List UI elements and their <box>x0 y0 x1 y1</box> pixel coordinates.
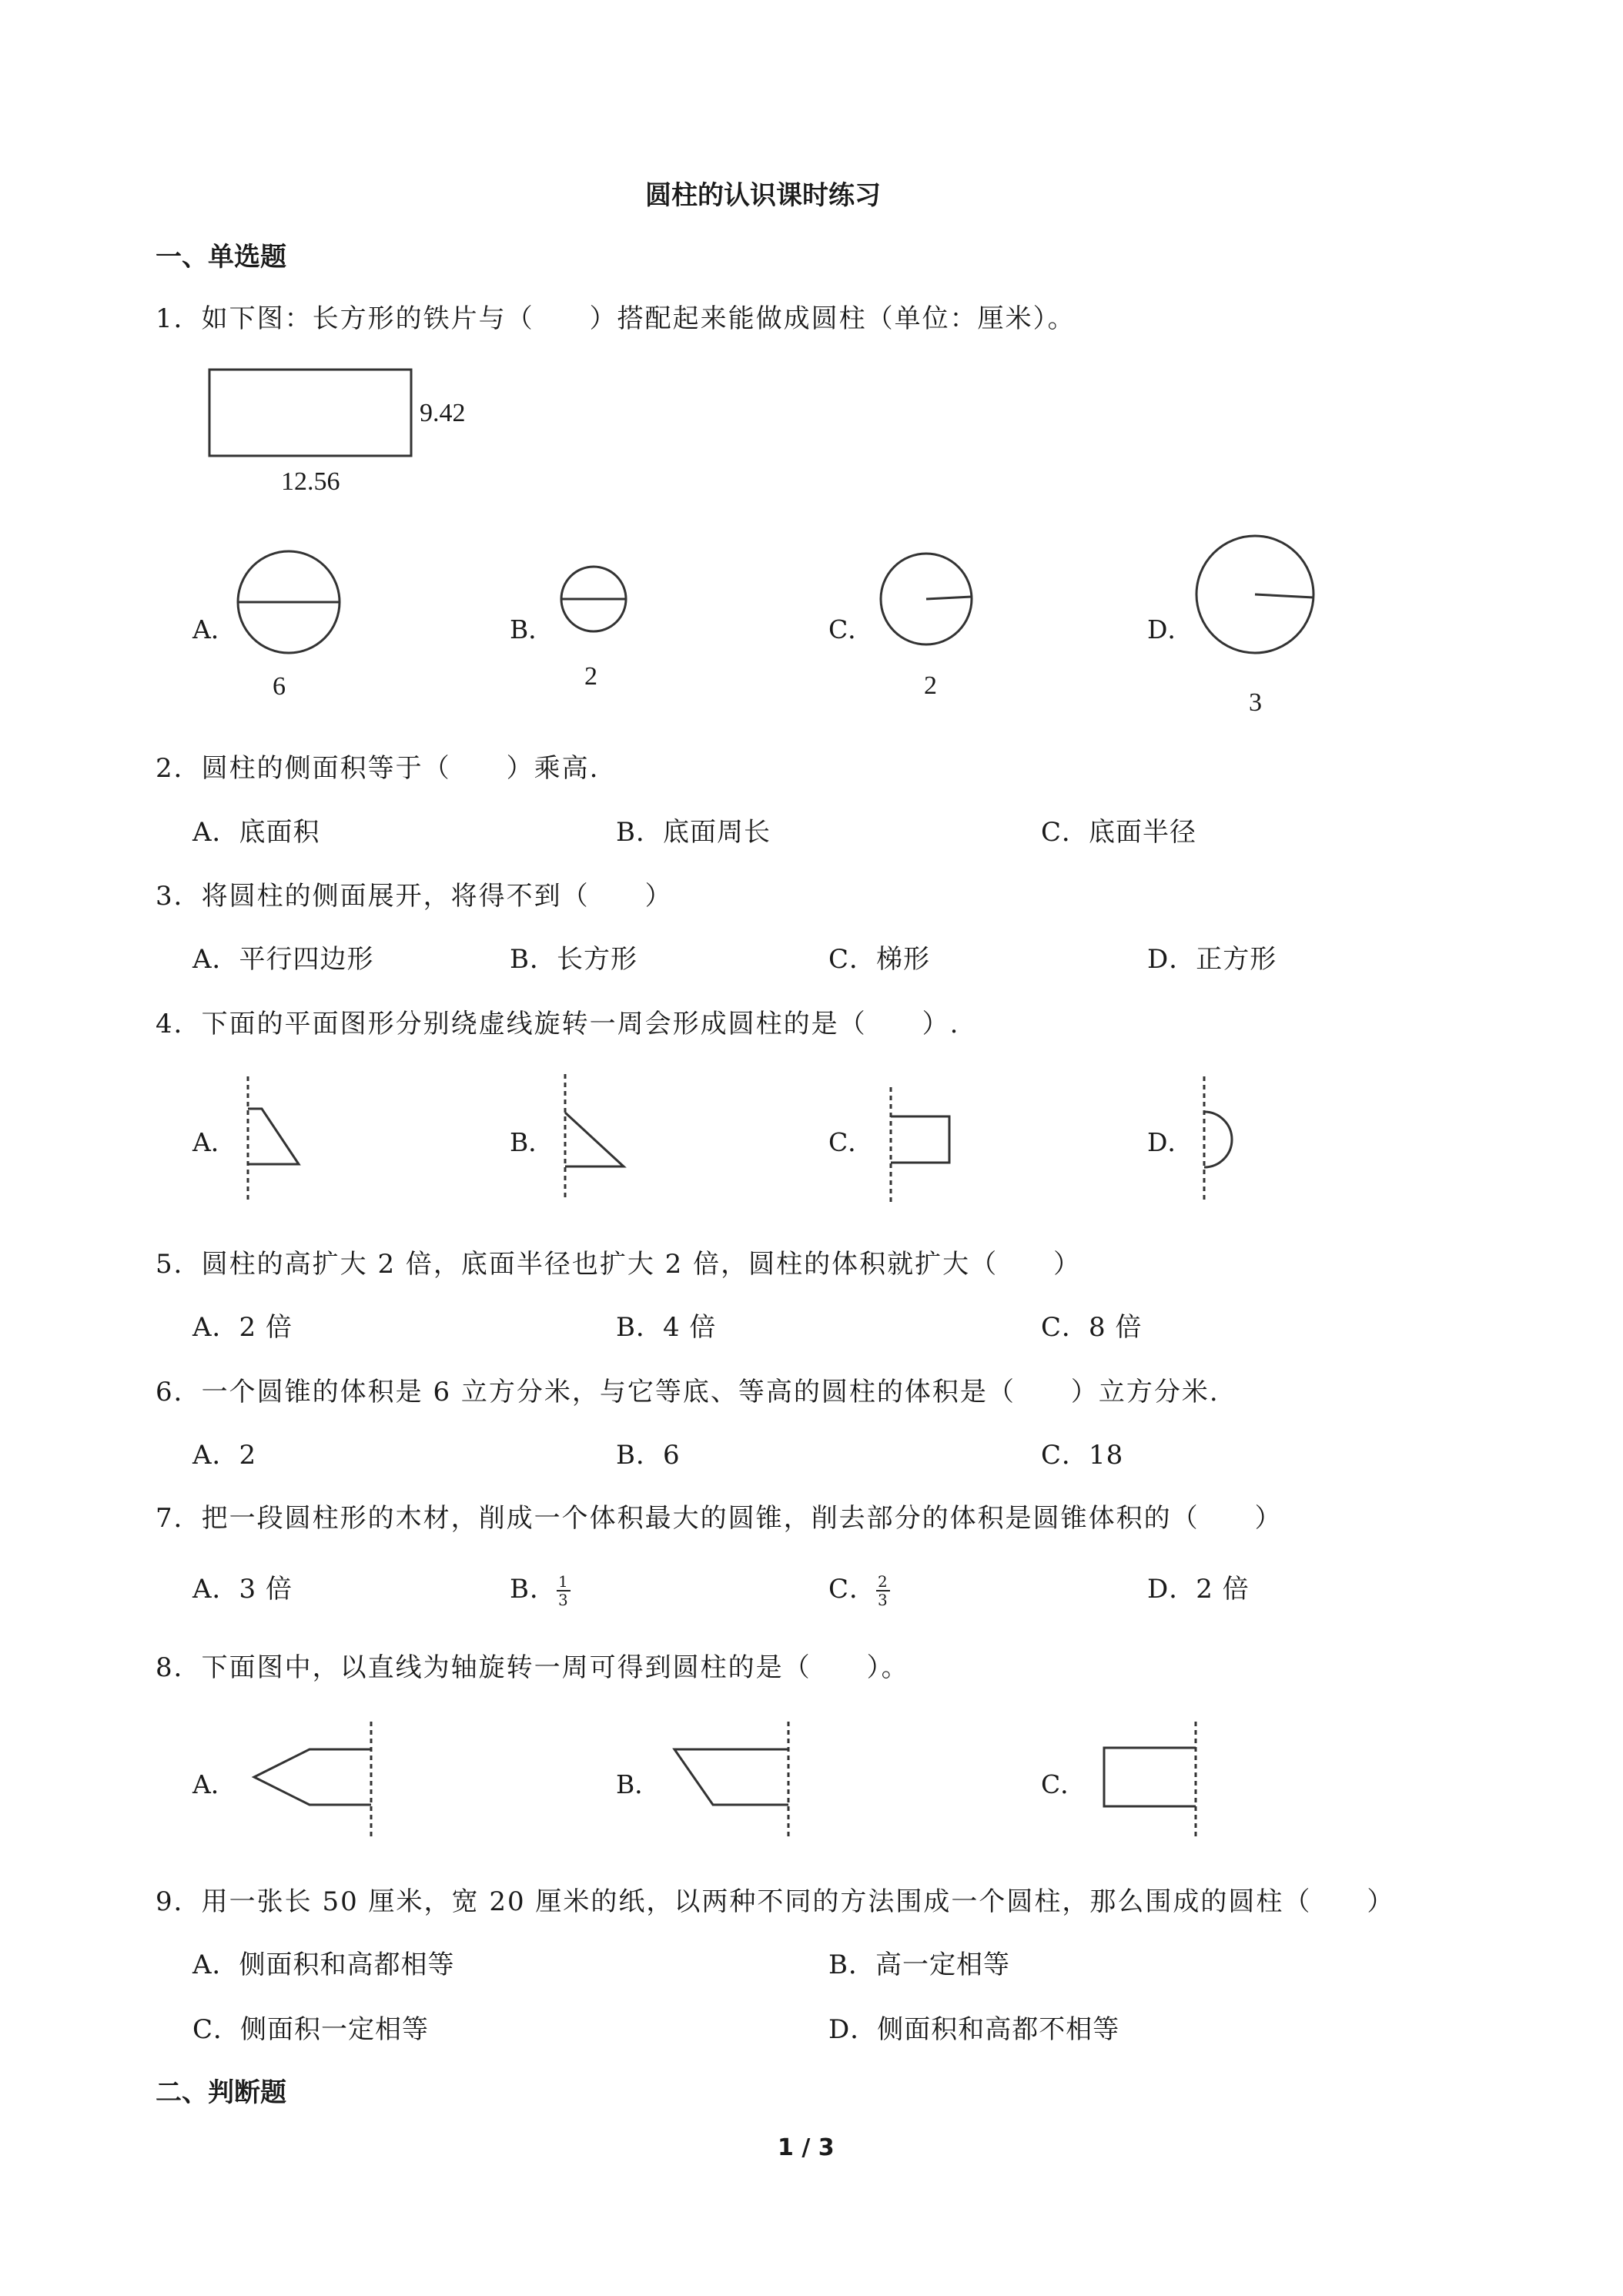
trapezoid-axis-figure <box>239 1076 316 1200</box>
q2-option-a[interactable]: A．底面积 <box>192 817 320 848</box>
question-2: 2．圆柱的侧面积等于（ ）乘高. <box>156 753 600 784</box>
rect-height-label: 9.42 <box>420 399 466 427</box>
q8-option-c-label[interactable]: C． <box>1041 1769 1086 1799</box>
q9-option-a[interactable]: A．侧面积和高都相等 <box>192 1950 455 1980</box>
question-1: 1．如下图：长方形的铁片与（ ）搭配起来能做成圆柱（单位：厘米）。 <box>156 303 1076 334</box>
triangle-axis-figure <box>554 1074 639 1197</box>
rectangle-figure <box>208 368 416 460</box>
q4-option-d-label[interactable]: D． <box>1147 1127 1193 1157</box>
q3-option-d[interactable]: D．正方形 <box>1147 944 1277 975</box>
q7-option-b-fraction: $\frac{1}{3}$ <box>558 1572 569 1609</box>
page-title: 圆柱的认识课时练习 <box>645 180 881 211</box>
page-number: 1 / 3 <box>778 2134 835 2161</box>
question-9: 9．用一张长 50 厘米，宽 20 厘米的纸，以两种不同的方法围成一个圆柱，那么围成的圆柱（ ） <box>156 1886 1395 1917</box>
q1-option-d-value: 3 <box>1249 688 1262 717</box>
q7-option-b[interactable] <box>510 1568 571 1608</box>
rectangle-right-axis-figure <box>1093 1722 1209 1837</box>
quadrilateral-axis-figure <box>667 1722 798 1837</box>
rect-width-label: 12.56 <box>281 467 340 496</box>
q3-option-c[interactable]: C．梯形 <box>828 944 931 975</box>
q4-option-c-label[interactable]: C． <box>828 1127 874 1157</box>
q2-option-c[interactable]: C．底面半径 <box>1041 817 1197 848</box>
q1-option-a-label[interactable]: A． <box>192 614 236 644</box>
q8-option-b-label[interactable]: B． <box>616 1769 661 1799</box>
q7-option-a[interactable]: A．3 倍 <box>192 1574 293 1605</box>
q1-option-c-label[interactable]: C． <box>828 614 874 644</box>
q7-option-b-label: B． <box>510 1574 557 1605</box>
q8-option-a-label[interactable]: A． <box>192 1769 236 1799</box>
q9-option-c[interactable]: C．侧面积一定相等 <box>192 2014 430 2045</box>
rectangle-axis-figure <box>882 1087 966 1203</box>
q9-option-b[interactable]: B．高一定相等 <box>828 1950 1010 1980</box>
semicircle-axis-figure <box>1195 1076 1257 1200</box>
q1-option-c-value: 2 <box>924 671 937 700</box>
q3-option-b[interactable]: B．长方形 <box>510 944 637 975</box>
q1-option-a-value: 6 <box>273 672 286 701</box>
q7-option-c-fraction: $\frac{2}{3}$ <box>878 1572 888 1609</box>
small-circle-diameter-figure <box>558 564 629 634</box>
question-3: 3．将圆柱的侧面展开，将得不到（ ） <box>156 881 673 912</box>
q4-option-a-label[interactable]: A． <box>192 1127 236 1157</box>
q7-option-c[interactable] <box>828 1568 890 1608</box>
question-8: 8．下面图中，以直线为轴旋转一周可得到圆柱的是（ ）。 <box>156 1652 909 1683</box>
q1-option-d-label[interactable]: D． <box>1147 614 1193 644</box>
circle-diameter-figure <box>235 548 343 656</box>
circle-radius-figure <box>878 551 975 648</box>
section-heading-single-choice: 一、单选题 <box>156 242 286 273</box>
q1-option-b-label[interactable]: B． <box>510 614 554 644</box>
q6-option-c[interactable]: C．18 <box>1041 1440 1124 1471</box>
q5-option-b[interactable]: B．4 倍 <box>616 1312 717 1343</box>
q6-option-a[interactable]: A．2 <box>192 1440 257 1471</box>
q5-option-a[interactable]: A．2 倍 <box>192 1312 293 1343</box>
question-6: 6．一个圆锥的体积是 6 立方分米，与它等底、等高的圆柱的体积是（ ）立方分米. <box>156 1377 1220 1407</box>
question-4: 4．下面的平面图形分别绕虚线旋转一周会形成圆柱的是（ ）. <box>156 1009 960 1039</box>
q5-option-c[interactable]: C．8 倍 <box>1041 1312 1143 1343</box>
q1-option-b-value: 2 <box>584 662 597 691</box>
section-heading-true-false: 二、判断题 <box>156 2077 286 2108</box>
pentagon-axis-figure <box>246 1722 385 1837</box>
question-7: 7．把一段圆柱形的木材，削成一个体积最大的圆锥，削去部分的体积是圆锥体积的（ ） <box>156 1503 1283 1534</box>
q3-option-a[interactable]: A．平行四边形 <box>192 944 374 975</box>
question-5: 5．圆柱的高扩大 2 倍，底面半径也扩大 2 倍，圆柱的体积就扩大（ ） <box>156 1249 1082 1280</box>
q7-option-c-label: C． <box>828 1574 877 1605</box>
q4-option-b-label[interactable]: B． <box>510 1127 554 1157</box>
q2-option-b[interactable]: B．底面周长 <box>616 817 771 848</box>
q6-option-b[interactable]: B．6 <box>616 1440 681 1471</box>
q7-option-d[interactable]: D．2 倍 <box>1147 1574 1250 1605</box>
q9-option-d[interactable]: D．侧面积和高都不相等 <box>828 2014 1120 2045</box>
large-circle-radius-figure <box>1193 533 1317 656</box>
